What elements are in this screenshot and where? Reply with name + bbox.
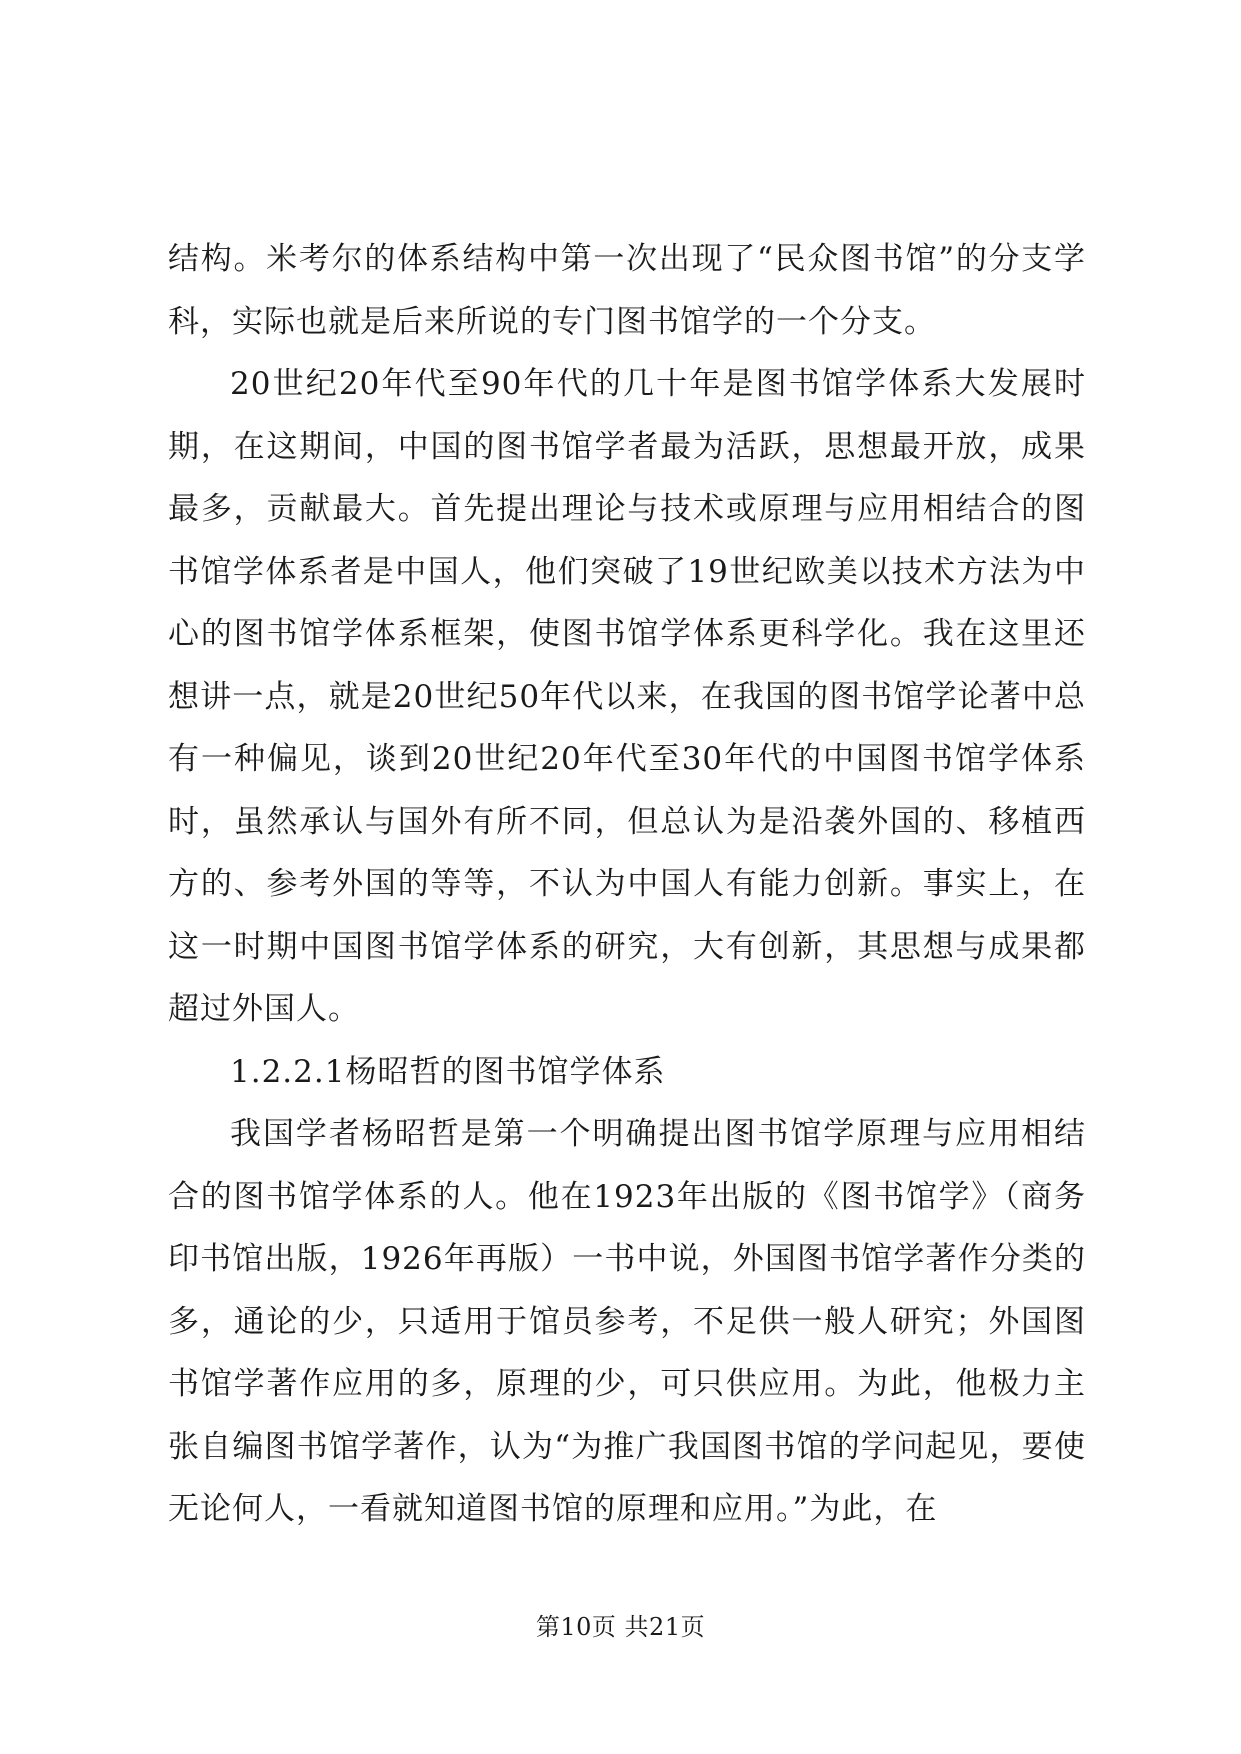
paragraph-continuation: 结构。米考尔的体系结构中第一次出现了“民众图书馆”的分支学科，实际也就是后来所说的专门图书馆学的一个分支。 <box>168 241 1086 340</box>
section-heading: 1.2.2.1杨昭哲的图书馆学体系 <box>230 1053 666 1090</box>
body-text <box>168 228 1086 1541</box>
paragraph-yang-zhaozhe: 我国学者杨昭哲是第一个明确提出图书馆学原理与应用相结合的图书馆学体系的人。他在1923年出版的《图书馆学》（商务印书馆出版，1926年再版）一书中说，外国图书馆学著作分类的多，通论的少，只适用于馆员参考，不足供一般人研究；外国图书馆学著作应用的多，原理的少，可只供应用。为此，他极力主张自编图书馆学著作，认为“为推广我国图书馆的学问起见，要使无论何人，一看就知道图书馆的原理和应用。”为此，在 <box>168 1116 1086 1527</box>
page-footer: 第10页 共21页 <box>535 1613 706 1641</box>
paragraph-development-period: 20世纪20年代至90年代的几十年是图书馆学体系大发展时期，在这期间，中国的图书馆学者最为活跃，思想最开放，成果最多，贡献最大。首先提出理论与技术或原理与应用相结合的图书馆学体系者是中国人，他们突破了19世纪欧美以技术方法为中心的图书馆学体系框架，使图书馆学体系更科学化。我在这里还想讲一点，就是20世纪50年代以来，在我国的图书馆学论著中总有一种偏见，谈到20世纪20年代至30年代的中国图书馆学体系时，虽然承认与国外有所不同，但总认为是沿袭外国的、移植西方的、参考外国的等等，不认为中国人有能力创新。事实上，在这一时期中国图书馆学体系的研究，大有创新，其思想与成果都超过外国人。 <box>168 366 1086 1027</box>
